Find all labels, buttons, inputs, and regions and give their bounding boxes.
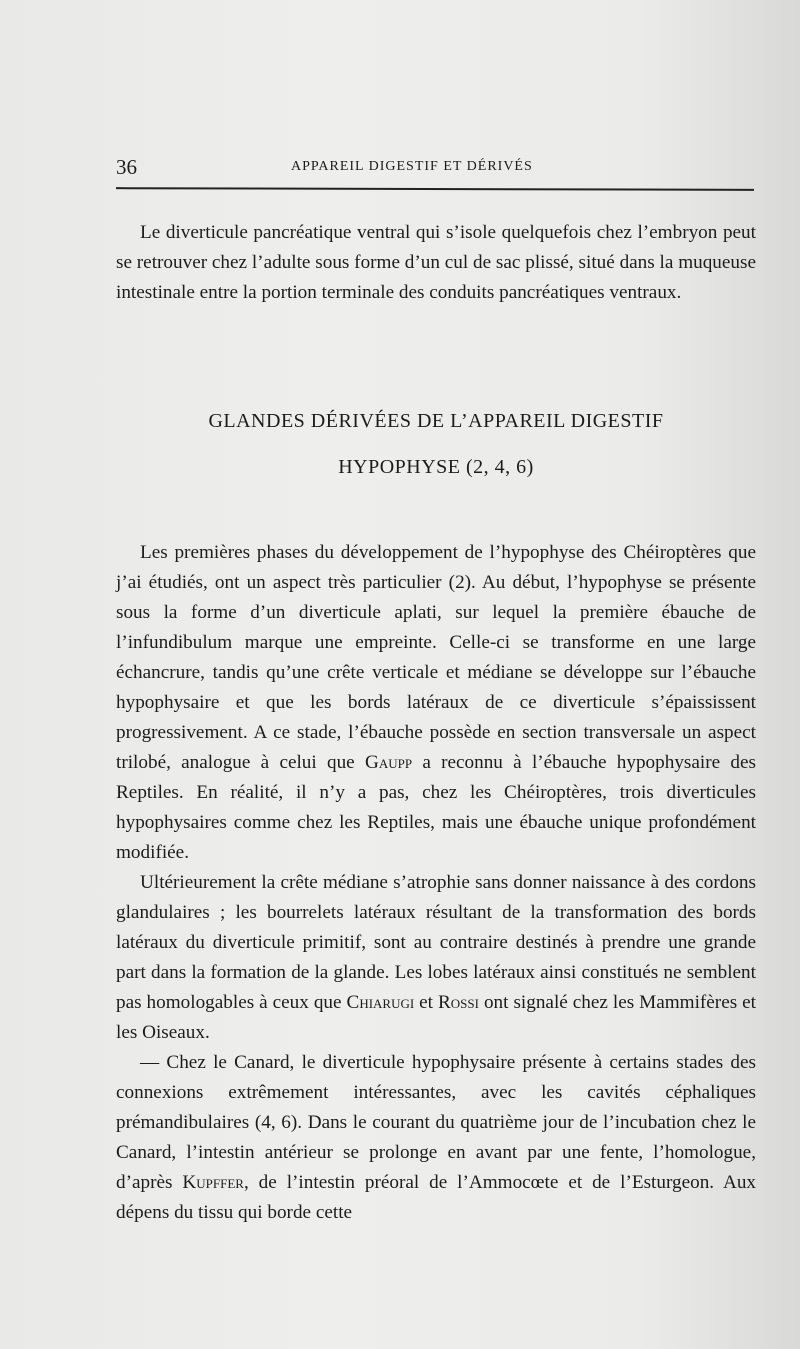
page-header (116, 155, 756, 185)
paragraph-text: ont signalé chez les Mammifères et les Oiseaux. (116, 992, 756, 1043)
paragraph-text: Ultérieurement la crête médiane s’atrophie sans donner naissance à des cordons glandulaires ; les bourrelets latéraux résultant de la transformation des bords latéraux du diverticule primitif, sont au contraire destinés à prendre une grande part dans la formation de la glande. Les lobes latéraux ainsi constitués ne semblent pas homologables à ceux que (116, 872, 756, 1013)
author-name: Gaupp (364, 752, 413, 773)
author-name: Rossi (438, 992, 479, 1013)
running-head: APPAREIL DIGESTIF ET DÉRIVÉS (291, 159, 533, 174)
author-name: Chiarugi (346, 992, 415, 1013)
section-text-pancreas (116, 218, 756, 308)
header-rule (116, 187, 754, 191)
paragraph: Le diverticule pancréatique ventral qui s’isole quelquefois chez l’embryon peut se retrouver chez l’adulte sous forme d’un cul de sac plissé, situé dans la muqueuse intestinale entre la portion terminale des conduits pancréatiques ventraux. (116, 222, 756, 303)
section-text-hypophyse (116, 538, 756, 1228)
paragraph-text: , de l’intestin préoral de l’Ammocœte et de l’Esturgeon. Aux dépens du tissu qui borde cette (116, 1172, 757, 1223)
paragraph-text: et (414, 992, 438, 1013)
page-number: 36 (116, 155, 137, 179)
subsection-heading: HYPOPHYSE (2, 4, 6) (338, 456, 534, 478)
paragraph (116, 868, 756, 1048)
section-heading: GLANDES DÉRIVÉES DE L’APPAREIL DIGESTIF (208, 410, 664, 432)
author-name: Kupffer (182, 1172, 244, 1193)
paragraph-text: a reconnu à l’ébauche hypophysaire des Reptiles. En réalité, il n’y a pas, chez les Chéiroptères, trois diverticules hypophysaires comme chez les Reptiles, mais une ébauche unique profondément modifiée. (116, 752, 756, 863)
paragraph-text: Les premières phases du développement de l’hypophyse des Chéiroptères que j’ai étudiés, ont un aspect très particulier (2). Au début, l’hypophyse se présente sous la forme d’un diverticule aplati, sur lequel la première ébauche de l’infundibulum marque une empreinte. Celle-ci se transforme en une large échancrure, tandis qu’une crête verticale et médiane se développe sur l’ébauche hypophysaire et que les bords latéraux de ce diverticule s’épaississent progressivement. A ce stade, l’ébauche possède en section transversale un aspect trilobé, analogue à celui que (116, 542, 756, 773)
paragraph-text: — Chez le Canard, le diverticule hypophysaire présente à certains stades des connexions extrêmement intéressantes, avec les cavités céphaliques prémandibulaires (4, 6). Dans le courant du quatrième jour de l’incubation chez le Canard, l’intestin antérieur se prolonge en avant par une fente, l’homologue, d’après (116, 1052, 756, 1193)
paragraph (116, 1048, 756, 1228)
paragraph (116, 538, 756, 868)
